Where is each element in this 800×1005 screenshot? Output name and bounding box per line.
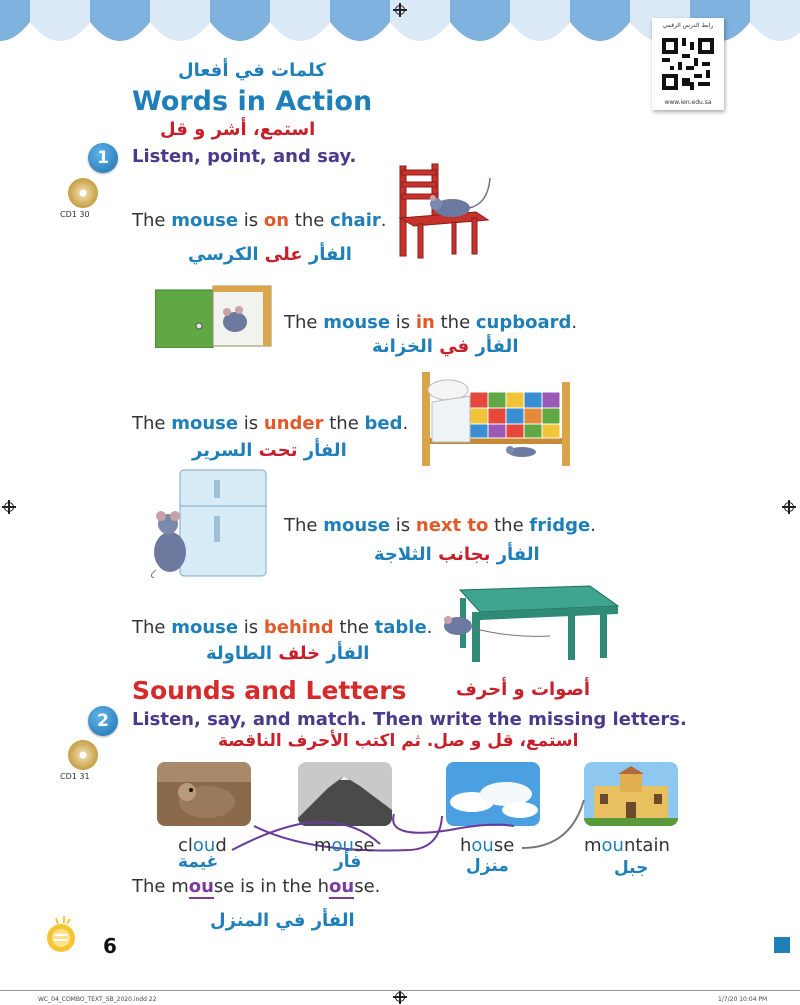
fridge-mouse-illustration xyxy=(144,466,274,578)
section2-instruction: Listen, say, and match. Then write the missing letters. xyxy=(132,709,687,730)
page-number: 6 xyxy=(103,934,117,958)
audio-cd-button-2[interactable] xyxy=(60,740,94,781)
sentence-4: The mouse is next to the fridge. xyxy=(284,515,596,536)
sentence-5-arabic: الفأر خلف الطاولة xyxy=(206,643,370,664)
word-house: house xyxy=(460,835,515,856)
fill-in-sentence-arabic: الفأر في المنزل xyxy=(210,910,355,931)
section2-instruction-arabic: استمع، قل و صل. ثم اكتب الأحرف الناقصة xyxy=(218,731,579,751)
section2-title-arabic: أصوات و أحرف xyxy=(456,679,591,700)
audio-cd-button[interactable] xyxy=(60,178,94,219)
section2-title: Sounds and Letters xyxy=(132,676,407,705)
qr-caption: رابط الدرس الرقمي xyxy=(662,22,714,29)
sentence-1-arabic: الفأر على الكرسي xyxy=(188,244,352,265)
word-mouse-arabic: فأر xyxy=(334,852,362,872)
word-mouse: mouse xyxy=(314,835,375,856)
sentence-4-arabic: الفأر بجانب الثلاجة xyxy=(374,544,540,565)
file-info-left: WC_04_COMBO_TEXT_SB_2020.indd 22 xyxy=(38,996,157,1003)
word-house-arabic: منزل xyxy=(466,856,509,876)
sentence-5: The mouse is behind the table. xyxy=(132,617,433,638)
sentence-3: The mouse is under the bed. xyxy=(132,413,409,434)
registration-mark-bottom xyxy=(393,990,407,1004)
qr-url: www.ien.edu.sa xyxy=(664,99,712,106)
qr-code-icon xyxy=(662,38,714,90)
activity-number-badge-2: 2 xyxy=(88,706,118,736)
sentence-3-arabic: الفأر تحت السرير xyxy=(192,440,347,461)
missing-letters-input-2[interactable]: ou xyxy=(329,876,355,897)
word-cloud-arabic: غيمة xyxy=(178,852,219,872)
section1-title-arabic: كلمات في أفعال xyxy=(178,60,326,81)
scallop-segment xyxy=(90,0,150,41)
scallop-segment xyxy=(330,0,390,41)
cd-track-label: CD1 30 xyxy=(60,210,90,219)
bed-mouse-illustration xyxy=(418,362,578,466)
missing-letters-input-1[interactable]: ou xyxy=(188,876,214,897)
word-mountain: mountain xyxy=(584,835,670,856)
scallop-segment xyxy=(510,0,570,41)
chair-mouse-illustration xyxy=(392,160,504,260)
sentence-2: The mouse is in the cupboard. xyxy=(284,312,578,333)
scallop-segment xyxy=(30,0,90,41)
scallop-segment xyxy=(270,0,330,41)
scallop-segment xyxy=(570,0,630,41)
scallop-segment xyxy=(0,0,30,41)
activity-number-badge: 1 xyxy=(88,143,118,173)
cd-track-label: CD1 31 xyxy=(60,772,90,781)
publisher-logo-icon xyxy=(44,914,78,954)
fill-in-sentence: The mouse is in the house. xyxy=(132,876,381,897)
section1-instruction: Listen, point, and say. xyxy=(132,146,357,167)
scallop-segment xyxy=(450,0,510,41)
section1-title: Words in Action xyxy=(132,86,373,117)
scallop-segment xyxy=(750,0,800,41)
section1-instruction-arabic: استمع، أشر و قل xyxy=(160,119,316,140)
registration-mark-top xyxy=(393,3,407,17)
corner-square-marker xyxy=(774,937,790,953)
cd-icon xyxy=(68,740,98,770)
scallop-segment xyxy=(210,0,270,41)
word-mountain-arabic: جبل xyxy=(614,858,649,878)
cd-icon xyxy=(68,178,98,208)
registration-mark-left xyxy=(2,500,16,514)
file-info-right: 1/7/20 10:04 PM xyxy=(718,996,768,1003)
cupboard-mouse-illustration xyxy=(155,282,275,348)
word-cloud: cloud xyxy=(178,835,227,856)
qr-code-card[interactable] xyxy=(652,18,724,110)
trim-line xyxy=(0,990,800,991)
table-mouse-illustration xyxy=(440,584,620,664)
sentence-1: The mouse is on the chair. xyxy=(132,210,387,231)
sentence-2-arabic: الفأر في الخزانة xyxy=(372,336,519,357)
scallop-segment xyxy=(150,0,210,41)
registration-mark-right xyxy=(782,500,796,514)
